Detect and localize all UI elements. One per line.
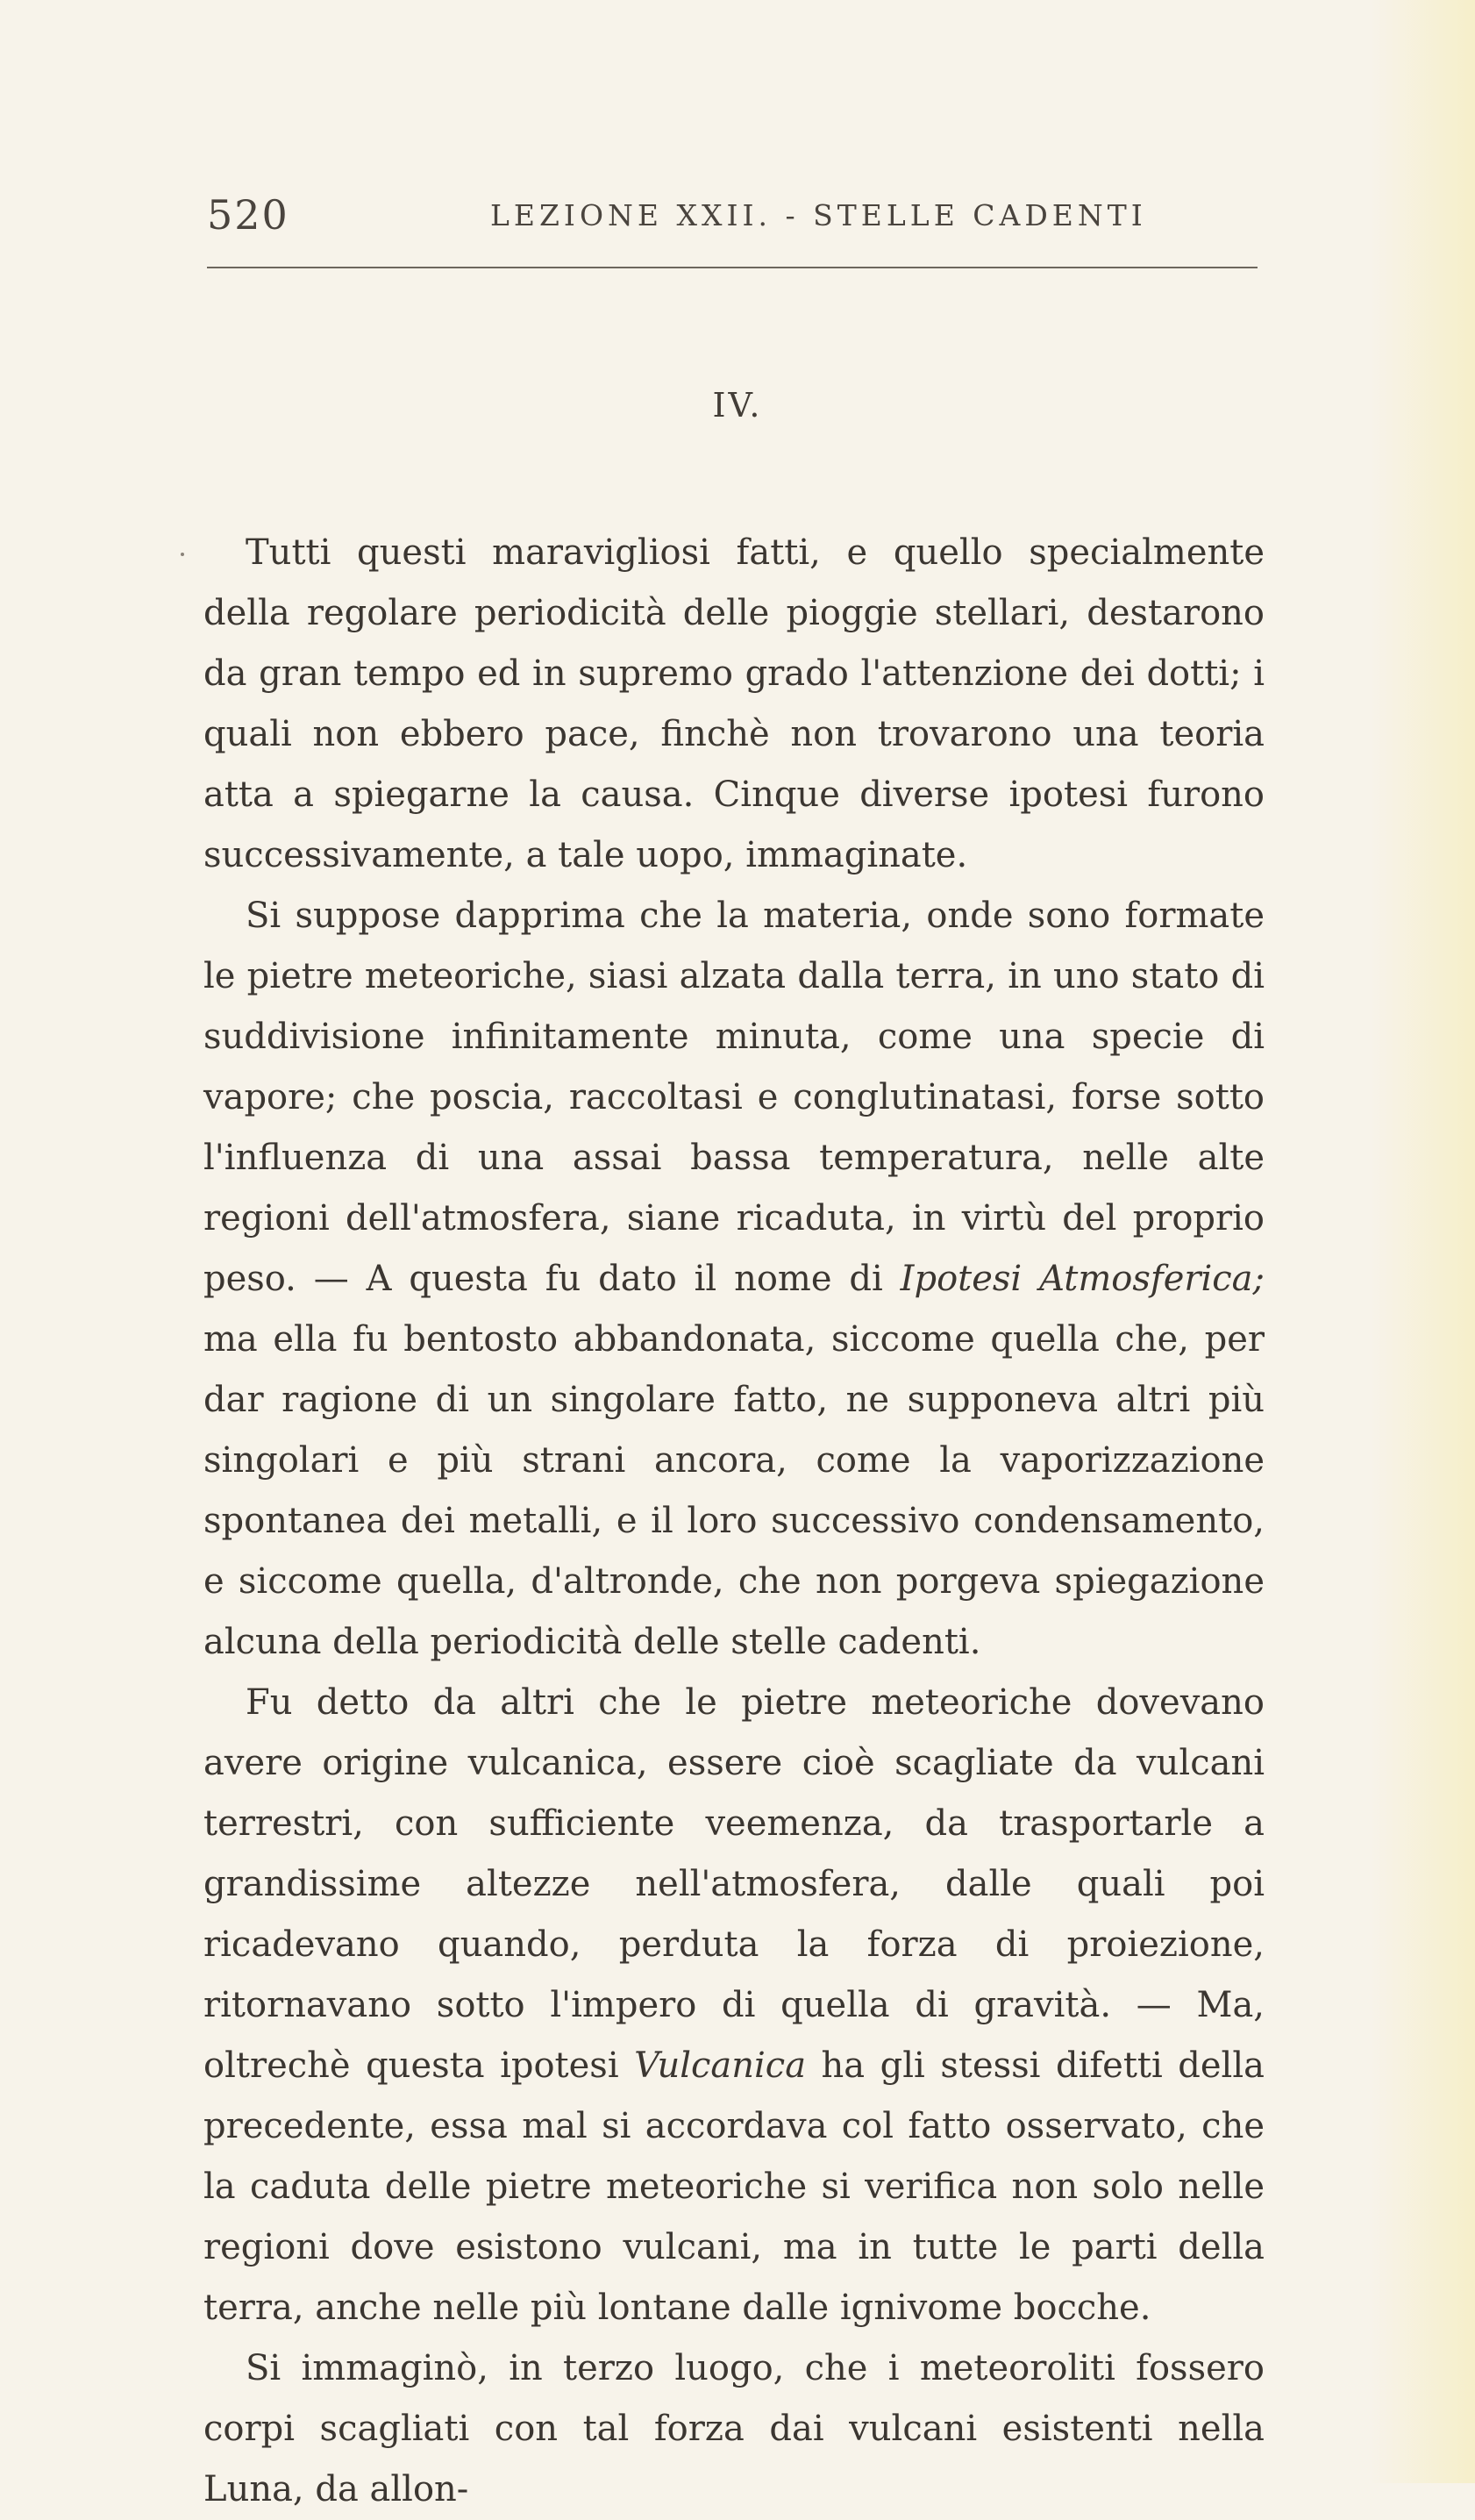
paragraph-4 [203,2338,1265,2520]
page-edge-tint [1370,0,1475,2483]
paragraph-text: ha gli stessi difetti della precedente, essa mal si accordava col fatto osservato, che la caduta delle pietre meteoriche si verifica non solo nelle regioni dove esistono vulcani, ma in tutte le parti della terra, anche nelle più lontane dalle ignivome bocche. [203,2045,1265,2328]
paragraph-text: Tutti questi maravigliosi fatti, e quello specialmente della regolare periodicità delle pioggie stellari, destarono da gran tempo ed in supremo grado l'attenzione dei dotti; i quali non ebbero pace, finchè non trovarono una teoria atta a spiegarne la causa. Cinque diverse ipotesi furono successivamente, a tale uopo, immaginate. [203,532,1265,875]
paragraph-1 [203,523,1265,886]
paragraph-text: Si immaginò, in terzo luogo, che i meteoroliti fossero corpi scagliati con tal forza dai vulcani esistenti nella Luna, da allon- [203,2348,1265,2509]
paragraph-text: ma ella fu bentosto abbandonata, siccome quella che, per dar ragione di un singolare fatto, ne supponeva altri più singolari e più strani ancora, come la vaporizzazione spontanea dei metalli, e il loro successivo condensamento, e siccome quella, d'altronde, che non porgeva spiegazione alcuna della periodicità delle stelle cadenti. [203,1319,1265,1662]
italic-term-vulcanica: Vulcanica [634,2045,807,2086]
page-number: 520 [207,191,289,239]
paragraph-3 [203,1673,1265,2338]
page-header [207,191,1259,244]
paragraph-2 [203,886,1265,1673]
section-number: IV. [712,386,763,425]
margin-mark [181,553,184,556]
header-rule [207,267,1258,268]
italic-term-ipotesi-atmosferica: Ipotesi Atmosferica; [900,1259,1265,1299]
body-text [203,523,1265,2520]
paragraph-text: Si suppose dapprima che la materia, onde sono formate le pietre meteoriche, siasi alzata dalla terra, in uno stato di suddivisione infinitamente minuta, come una specie di vapore; che poscia, raccoltasi e conglutinatasi, forse sotto l'influenza di una assai bassa temperatura, nelle alte regioni dell'atmosfera, siane ricaduta, in virtù del proprio peso. — A questa fu dato il nome di [203,896,1265,1299]
paragraph-text: Fu detto da altri che le pietre meteoriche dovevano avere origine vulcanica, essere cioè scagliate da vulcani terrestri, con sufficiente veemenza, da trasportarle a grandissime altezze nell'atmosfera, dalle quali poi ricadevano quando, perduta la forza di proiezione, ritornavano sotto l'impero di quella di gravità. — Ma, oltrechè questa ipotesi [203,1682,1265,2086]
running-head: LEZIONE XXII. - STELLE CADENTI [490,198,1147,232]
